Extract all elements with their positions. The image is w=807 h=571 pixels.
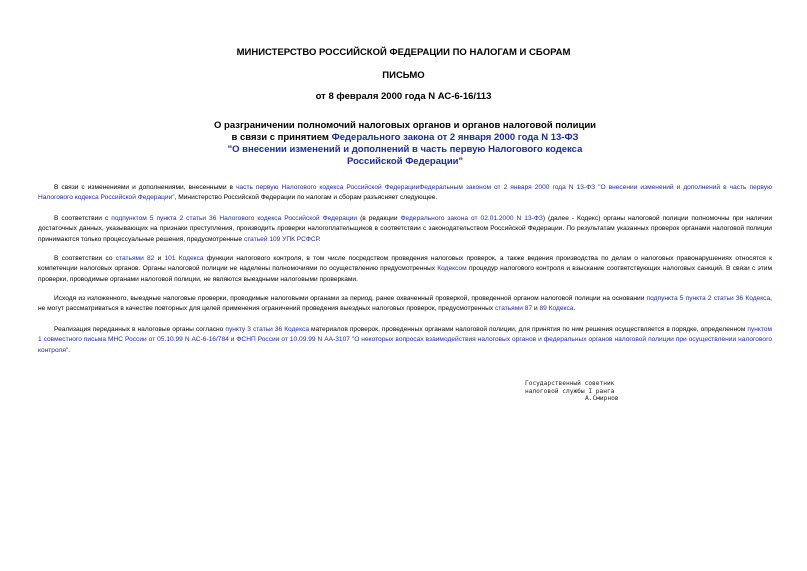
document-title bbox=[160, 120, 650, 168]
p5-joint-letter-link[interactable]: пунктом 1 совместного письма МНС России от 05.10.99 N АС-6-16/784 и ФСНП России от 10.09.99 N АА-3107 "О некоторых вопросах взаимодействия налоговых органов и федеральных органов налоговой полиции при осуществлении налогового контроля" bbox=[38, 326, 772, 354]
paragraph-3 bbox=[38, 254, 772, 285]
signature-name: А.Смирнов bbox=[585, 395, 619, 403]
p2-article-36-link[interactable]: подпунктом 5 пункта 2 статьи 36 Налогового кодекса Российской Федерации bbox=[111, 215, 358, 222]
p3-code-link[interactable]: Кодексом bbox=[437, 265, 467, 273]
p3-text-4: процедур налогового контроля и взыскание соответствующих налоговых санкций. В связи с этим проверки, проводимые органами налоговой полиции, не являются выездными налоговыми проверками. bbox=[38, 265, 772, 283]
p5-text-3: . bbox=[68, 346, 71, 354]
paragraph-2 bbox=[38, 214, 772, 245]
p3-article-82-link[interactable]: статьями 82 bbox=[115, 255, 155, 262]
title-line-2-prefix: в связи с принятием bbox=[231, 132, 332, 143]
p4-article-36-link[interactable]: подпункта 5 пункта 2 статьи 36 Кодекса bbox=[646, 295, 771, 302]
p5-article-36-link[interactable]: пункту 3 статьи 36 Кодекса bbox=[225, 326, 310, 333]
p4-text-2: , не могут рассматриваться в качестве повторных для целей применения ограничений проведения выездных налоговых проверок, предусмотренных bbox=[38, 295, 772, 313]
title-line-3 bbox=[160, 144, 650, 156]
p3-text-3: функции налогового контроля, в том числе посредством проведения налоговых проверок, а также ведения производства по делам о налоговых правонарушениях относятся к компетенции налоговых органов. Органы налоговой полиции не наделены полномочиями по осуществлению предусмотренных bbox=[38, 255, 772, 273]
p4-article-89-link[interactable]: 89 Кодекса bbox=[539, 305, 574, 313]
p4-article-87-link[interactable]: статьями 87 bbox=[494, 305, 533, 313]
p1-text-1: В связи с изменениями и дополнениями, внесенными в bbox=[54, 184, 237, 191]
title-line-2 bbox=[160, 132, 650, 144]
p3-text-2: и bbox=[154, 255, 165, 262]
p1-federal-law-link[interactable]: Федеральным законом от 2 января 2000 года N 13-ФЗ bbox=[419, 184, 596, 191]
p5-text-1: Реализация переданных в налоговые органы согласно bbox=[54, 326, 226, 333]
p4-text-3: и bbox=[532, 305, 540, 313]
document-type: ПИСЬМО bbox=[382, 70, 425, 81]
p4-text-1: Исходя из изложенного, выездные налоговые проверки, проводимые налоговыми органами за период, ранее охваченный проверкой, проведенной органом налоговой полиции на основании bbox=[54, 295, 647, 302]
p1-text-3: , Министерство Российской Федерации по налогам и сборам разъясняет следующее. bbox=[174, 194, 438, 202]
p1-tax-code-link[interactable]: часть первую Налогового кодекса Российской Федерации bbox=[236, 184, 420, 191]
signature-title-line-2: налоговой службы I ранга bbox=[525, 387, 615, 395]
p1-law-title-link[interactable]: "О внесении изменений и дополнений в часть первую Налогового кодекса Российской Федерации" bbox=[38, 184, 773, 202]
p3-article-101-link[interactable]: 101 Кодекса bbox=[164, 255, 204, 262]
federal-law-link[interactable]: Федерального закона от 2 января 2000 года N 13-ФЗ bbox=[331, 132, 579, 143]
p2-text-1: В соответствии с bbox=[54, 215, 112, 222]
p2-text-3: ) (далее - Кодекс) органы налоговой полиции полномочны при наличии достаточных данных, указывающих на признаки преступления, производить проверки налогоплательщиков в соответствии с законодательством Российской Федерации. По результатам указанных проверок органами налоговой полиции принимаются только процессуальные решения, предусмотренные bbox=[38, 215, 773, 243]
signature-block bbox=[525, 380, 725, 403]
p2-text-2: (в редакции bbox=[357, 215, 401, 222]
paragraph-1 bbox=[38, 183, 772, 204]
paragraph-5 bbox=[38, 325, 772, 356]
p2-text-4: . bbox=[318, 235, 321, 243]
p3-text-1: В соответствии со bbox=[54, 255, 116, 262]
title-line-1: О разграничении полномочий налоговых органов и органов налоговой полиции bbox=[213, 120, 596, 131]
paragraph-4 bbox=[38, 294, 772, 315]
p2-article-109-link[interactable]: статьей 109 УПК РСФСР bbox=[243, 235, 319, 243]
p2-federal-law-link[interactable]: Федерального закона от 02.01.2000 N 13-ФЗ bbox=[400, 215, 543, 222]
title-line-4 bbox=[160, 156, 650, 168]
p4-text-4: . bbox=[573, 305, 576, 313]
law-name-link-line-4[interactable]: Российской Федерации" bbox=[346, 156, 464, 167]
p5-text-2: материалов проверок, проведенных органами налоговой полиции, для принятия по ним решения осуществляется в порядке, определенном bbox=[309, 326, 748, 333]
document-date-number: от 8 февраля 2000 года N АС-6-16/113 bbox=[315, 91, 492, 102]
ministry-header: МИНИСТЕРСТВО РОССИЙСКОЙ ФЕДЕРАЦИИ ПО НАЛОГАМ И СБОРАМ bbox=[236, 47, 571, 58]
signature-title-line-1: Государственный советник bbox=[525, 380, 615, 387]
law-name-link-line-3[interactable]: "О внесении изменений и дополнений в часть первую Налогового кодекса bbox=[227, 144, 583, 155]
